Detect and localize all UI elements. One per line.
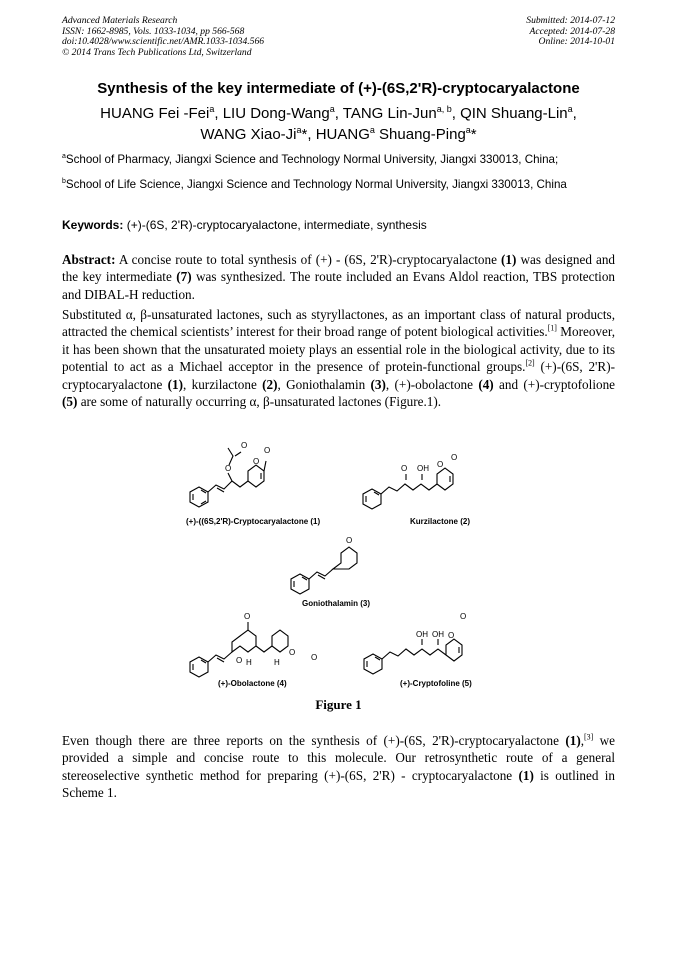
structure-kurzilactone [363,453,457,509]
atom-oh: OH [432,630,444,639]
atom-h: H [274,658,280,667]
affiliation-a: $^a$School of Pharmacy, Jiangxi Science and Technology Normal University, Jiangxi 330013, China; [62,153,559,166]
intro-paragraph: Substituted α, β-unsaturated lactones, such as styryllactones, as an important class of natural products, attracted the chemical scientists’ interest for their broad range of potent biological activities.[1] Moreover, it has been shown that the unsaturated moiety plays an essential role in the biological activity, due to its potential to act as a Michael acceptor in the presence of protein-functional groups.[2] (+)-(6S, 2'R)-cryptocaryalactone (1), kurzilactone (2), Goniothalamin (3), (+)-obolactone (4) and (+)-cryptofolione (5) are some of naturally occurring α, β-unsaturated lactones (Figure.1). [62,307,616,410]
body-paragraph: Even though there are three reports on the synthesis of (+)-(6S, 2'R)-cryptocaryalactone (1),[3] we provided a simple and concise route to this molecule. Our retrosynthetic route of a general stereoselective synthetic method for preparing (+)-(6S, 2'R) - cryptocaryalactone (1) is outlined in Scheme 1. [62,732,616,801]
keywords [62,218,622,232]
atom-o: O [264,446,271,455]
copyright-line: © 2014 Trans Tech Publications Ltd, Switzerland [62,46,252,58]
atom-oh: OH [417,464,429,473]
atom-oh: OH [416,630,428,639]
structure-cryptofoline [364,612,466,674]
journal-name: Advanced Materials Research [62,15,178,26]
keywords-text: (+)-(6S, 2'R)-cryptocaryalactone, intermediate, synthesis [126,218,427,232]
abstract-paragraph: Abstract: A concise route to total synthesis of (+) - (6S, 2'R)-cryptocaryalactone (1) was designed and the key intermediate (7) was synthesized. The route included an Evans Aldol reaction, TBS protection and DIBAL-H reduction. [62,252,616,302]
keywords-label: Keywords: [62,218,124,232]
author: LIU Dong-Wang$^a$, [222,104,343,122]
accepted-date: Accepted: 2014-07-28 [529,25,615,37]
atom-o: O [241,441,248,450]
online-date: Online: 2014-10-01 [538,36,615,47]
submitted-date: Submitted: 2014-07-12 [526,15,615,26]
citation-3[interactable]: [3] [584,732,594,742]
author: HUANG$^a$ [315,125,375,143]
compound-5-label: (+)-Cryptofoline (5) [400,679,472,688]
author: WANG Xiao-Ji$^a$*, [200,125,316,143]
atom-o: O [289,648,296,657]
doi-line[interactable]: doi:10.4028/www.scientific.net/AMR.1033-1034.566 [62,36,265,47]
compound-1-label: (+)-((6S,2'R)-Cryptocaryalactone (1) [186,517,321,526]
structure-goniothalamin [291,536,357,594]
atom-h: H [246,658,252,667]
atom-o: O [448,631,455,640]
author: QIN Shuang-Lin$^a$, [460,104,577,122]
atom-o: O [253,457,260,466]
author: TANG Lin-Jun$^{a, b}$, [342,104,461,122]
citation-1[interactable]: [1] [547,324,557,334]
atom-o: O [437,460,444,469]
publication-dates [526,16,615,48]
atom-o: O [225,464,232,473]
compound-2-label: Kurzilactone (2) [410,517,471,526]
journal-info [62,16,264,58]
atom-o: O [401,464,408,473]
atom-o: O [451,453,458,462]
atom-o: O [346,536,353,545]
chemical-structures [180,415,510,695]
structure-obolactone [190,612,317,677]
compound-4-label: (+)-Obolactone (4) [218,679,287,688]
issn-line: ISSN: 1662-8985, Vols. 1033-1034, pp 566-568 [62,25,245,37]
author: HUANG Fei -Fei$^a$, [100,104,223,122]
figure-caption: Figure 1 [315,697,362,712]
structure-cryptocaryalactone [190,441,270,507]
author: Shuang-Ping$^a$* [379,125,477,143]
abstract-label: Abstract: [62,252,116,267]
compound-3-label: Goniothalamin (3) [302,599,370,608]
author-list [62,103,615,145]
citation-2[interactable]: [2] [525,358,535,368]
atom-o: O [460,612,467,621]
atom-o: O [236,656,243,665]
atom-o: O [311,653,318,662]
atom-o: O [244,612,251,621]
affiliation-b: $^b$School of Life Science, Jiangxi Science and Technology Normal University, Jiangxi 330013, China [62,178,567,191]
paper-title: Synthesis of the key intermediate of (+)-(6S,2'R)-cryptocaryalactone [97,80,580,97]
figure-1 [180,415,510,695]
